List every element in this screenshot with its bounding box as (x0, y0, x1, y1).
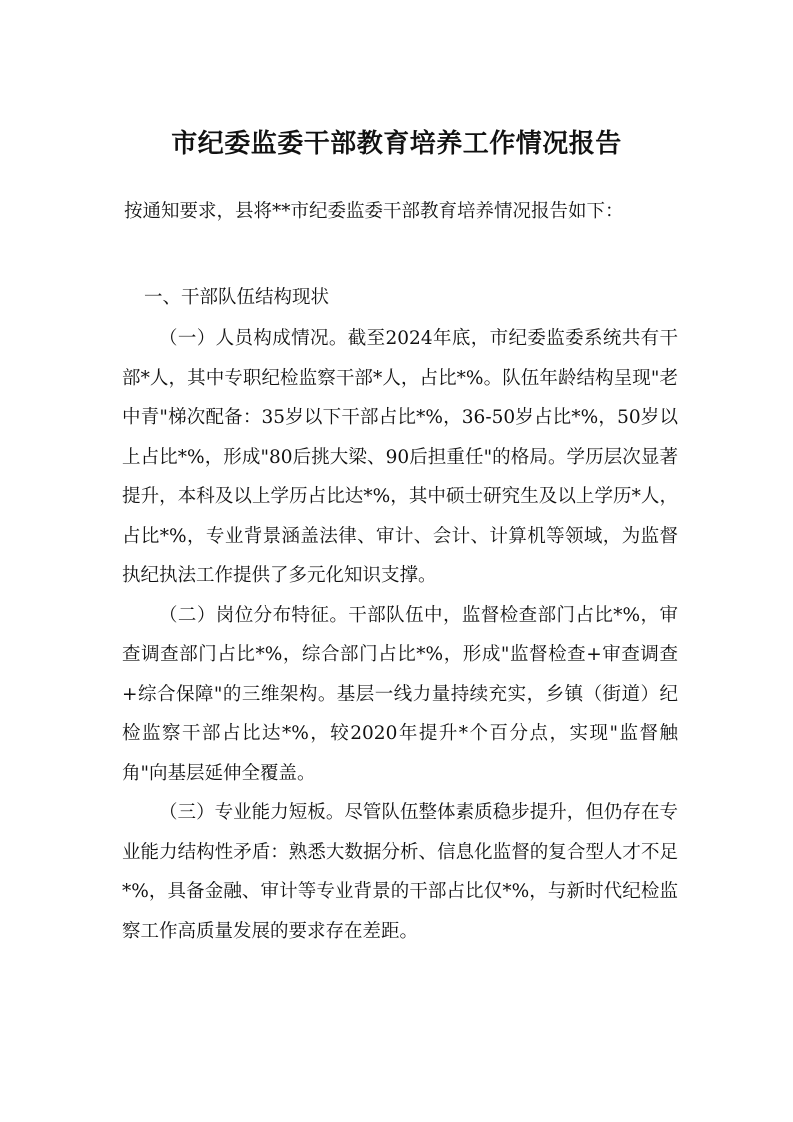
intro-paragraph: 按通知要求，县将**市纪委监委干部教育培养情况报告如下： (124, 201, 624, 222)
paragraph-position-distribution: （二）岗位分布特征。干部队伍中，监督检查部门占比*%，审查调查部门占比*%，综合部门占比*%，形成"监督检查+审查调查+综合保障"的三维架构。基层一线力量持续充实，乡镇（街道）纪检监察干部占比达*%，较2020年提升*个百分点，实现"监督触角"向基层延伸全覆盖。 (122, 604, 678, 784)
paragraph-capability-gaps: （三）专业能力短板。尽管队伍整体素质稳步提升，但仍存在专业能力结构性矛盾：熟悉大数据分析、信息化监督的复合型人才不足*%，具备金融、审计等专业背景的干部占比仅*%，与新时代纪检监察工作高质量发展的要求存在差距。 (122, 802, 678, 942)
section-body (122, 319, 678, 951)
section-heading: 一、干部队伍结构现状 (144, 287, 330, 308)
paragraph-personnel-composition: （一）人员构成情况。截至2024年底，市纪委监委系统共有干部*人，其中专职纪检监察干部*人，占比*%。队伍年龄结构呈现"老中青"梯次配备：35岁以下干部占比*%，36-50岁占比*%，50岁以上占比*%，形成"80后挑大梁、90后担重任"的格局。学历层次显著提升，本科及以上学历占比达*%，其中硕士研究生及以上学历*人，占比*%，专业背景涵盖法律、审计、会计、计算机等领域，为监督执纪执法工作提供了多元化知识支撑。 (122, 328, 678, 586)
document-title: 市纪委监委干部教育培养工作情况报告 (171, 129, 622, 159)
